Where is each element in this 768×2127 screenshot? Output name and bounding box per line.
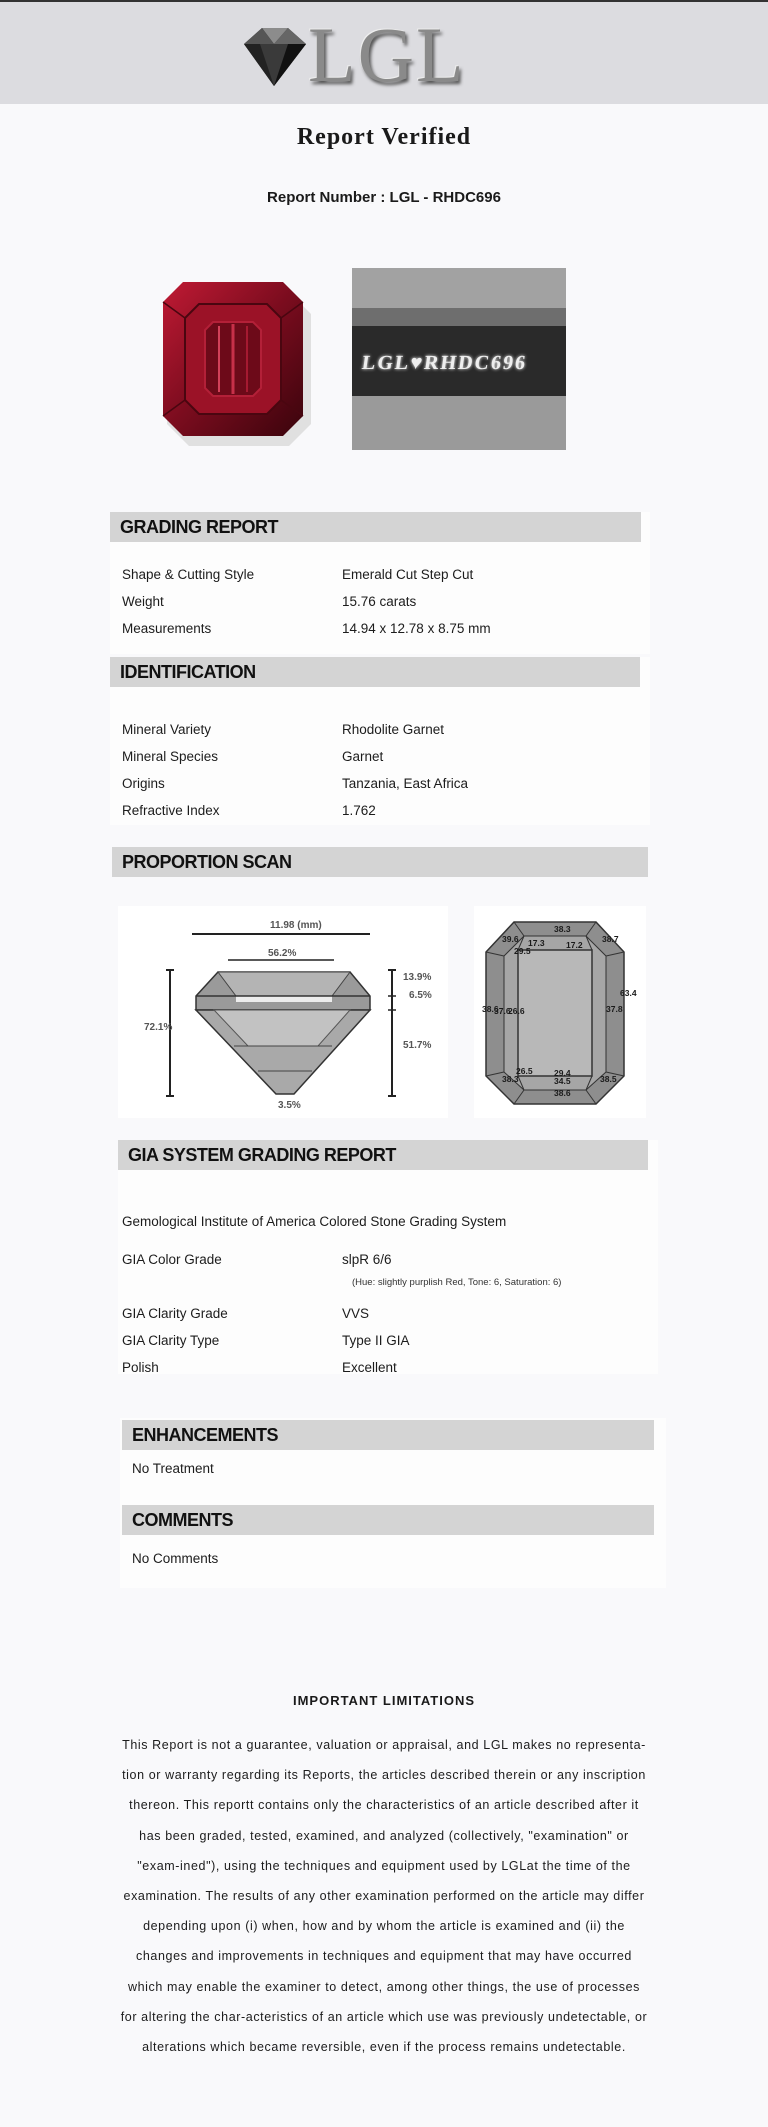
comments-header	[122, 1505, 654, 1535]
top-view-label: 26.5	[516, 1066, 533, 1076]
top-view-label: 17.2	[566, 940, 583, 950]
mineral-variety-value: Rhodolite Garnet	[342, 722, 445, 737]
lgl-logo	[234, 11, 494, 98]
crown-label: 13.9%	[403, 972, 432, 983]
width-label: 11.98 (mm)	[270, 920, 322, 931]
gia-clarity-type-value: Type II GIA	[342, 1333, 410, 1348]
page-title: Report Verified	[296, 124, 472, 150]
gia-color-value: slpR 6/6	[342, 1252, 392, 1267]
top-view-label: 34.5	[554, 1076, 571, 1086]
weight-label: Weight	[122, 594, 164, 609]
top-view-label: 29.4	[554, 1068, 571, 1078]
grading-report-title: GRADING REPORT	[120, 517, 279, 537]
top-view-label: 38.3	[554, 924, 571, 934]
report-number: Report Number : LGL - RHDC696	[267, 189, 501, 206]
origins-label: Origins	[122, 776, 165, 791]
mineral-species-value: Garnet	[342, 749, 384, 764]
limitations-title: IMPORTANT LIMITATIONS	[292, 1693, 476, 1708]
enhancements-text: No Treatment	[132, 1461, 214, 1476]
proportion-scan-header	[112, 847, 648, 877]
logo-text: LGL	[308, 11, 466, 98]
enhancements-header	[122, 1420, 654, 1450]
side-profile-diagram	[118, 906, 448, 1118]
comments-title: COMMENTS	[132, 1510, 233, 1530]
limitations-text: This Report is not a guarantee, valuation or appraisal, and LGL makes no representa-tion or warranty regarding its Reports, the articles described therein or any inscription thereon. This reportt contains only the characteristics of an article described after it has been graded, tested, examined, and analyzed (collectively, "examination" or "exam-ined"), using the techniques and equipment used by LGLat the time of the examination. The results of any other examination performed on the article may differ depending upon (i) when, how and by whom the article is examined and (ii) the changes and improvements in techniques and equipment that may have occurred which may enable the examiner to detect, among other things, the use of processes for altering the char-acteristics of an article which use was previously undetectable, or alterations which became reversible, even if the process remains undetectable.	[120, 1738, 648, 2055]
gia-header	[118, 1140, 648, 1170]
identification-title: IDENTIFICATION	[120, 662, 256, 682]
measurements-value: 14.94 x 12.78 x 8.75 mm	[342, 621, 491, 636]
weight-value: 15.76 carats	[342, 594, 417, 609]
laser-inscription: LGL♥RHDC696	[360, 352, 529, 374]
gia-clarity-type-label: GIA Clarity Type	[122, 1333, 220, 1348]
gia-color-label: GIA Color Grade	[122, 1252, 222, 1267]
gia-color-note: (Hue: slightly purplish Red, Tone: 6, Saturation: 6)	[352, 1277, 562, 1288]
top-view-label: 29.5	[514, 946, 531, 956]
top-view-label: 37.8	[606, 1004, 623, 1014]
top-view-label: 38.6	[554, 1088, 571, 1098]
refractive-index-label: Refractive Index	[122, 803, 220, 818]
top-view-label: 39.6	[502, 934, 519, 944]
gemstone-photo	[137, 268, 351, 450]
proportion-scan-title: PROPORTION SCAN	[122, 852, 292, 872]
header-banner	[0, 2, 768, 104]
girdle-label: 6.5%	[409, 990, 432, 1001]
identification-header	[110, 657, 640, 687]
gia-title: GIA SYSTEM GRADING REPORT	[128, 1145, 396, 1165]
diamond-icon	[234, 22, 314, 92]
mineral-variety-label: Mineral Variety	[122, 722, 212, 737]
pavilion-label: 51.7%	[403, 1040, 432, 1051]
top-view-label: 38.5	[600, 1074, 617, 1084]
top-view-label: 38.3	[502, 1074, 519, 1084]
top-view-diagram	[474, 906, 646, 1118]
comments-text: No Comments	[132, 1551, 219, 1566]
measurements-label: Measurements	[122, 621, 212, 636]
shape-label: Shape & Cutting Style	[122, 567, 255, 582]
origins-value: Tanzania, East Africa	[342, 776, 469, 791]
table-label: 56.2%	[268, 948, 297, 959]
enhancements-title: ENHANCEMENTS	[132, 1425, 279, 1445]
gia-clarity-grade-value: VVS	[342, 1306, 370, 1321]
gia-system-text: Gemological Institute of America Colored Stone Grading System	[122, 1214, 507, 1229]
top-view-label: 38.6	[482, 1004, 499, 1014]
mineral-species-label: Mineral Species	[122, 749, 219, 764]
top-view-label: 38.7	[602, 934, 619, 944]
culet-label: 3.5%	[278, 1100, 301, 1111]
gia-clarity-grade-label: GIA Clarity Grade	[122, 1306, 228, 1321]
depth-label: 72.1%	[144, 1022, 173, 1033]
shape-value: Emerald Cut Step Cut	[342, 567, 474, 582]
top-view-label: 17.3	[528, 938, 545, 948]
grading-report-header	[110, 512, 641, 542]
polish-label: Polish	[122, 1360, 159, 1375]
top-view-label: 63.4	[620, 988, 637, 998]
inscription-photo	[352, 268, 566, 450]
polish-value: Excellent	[342, 1360, 397, 1375]
refractive-index-value: 1.762	[342, 803, 376, 818]
top-view-label: 37.6	[494, 1006, 511, 1016]
top-view-label: 26.6	[508, 1006, 525, 1016]
